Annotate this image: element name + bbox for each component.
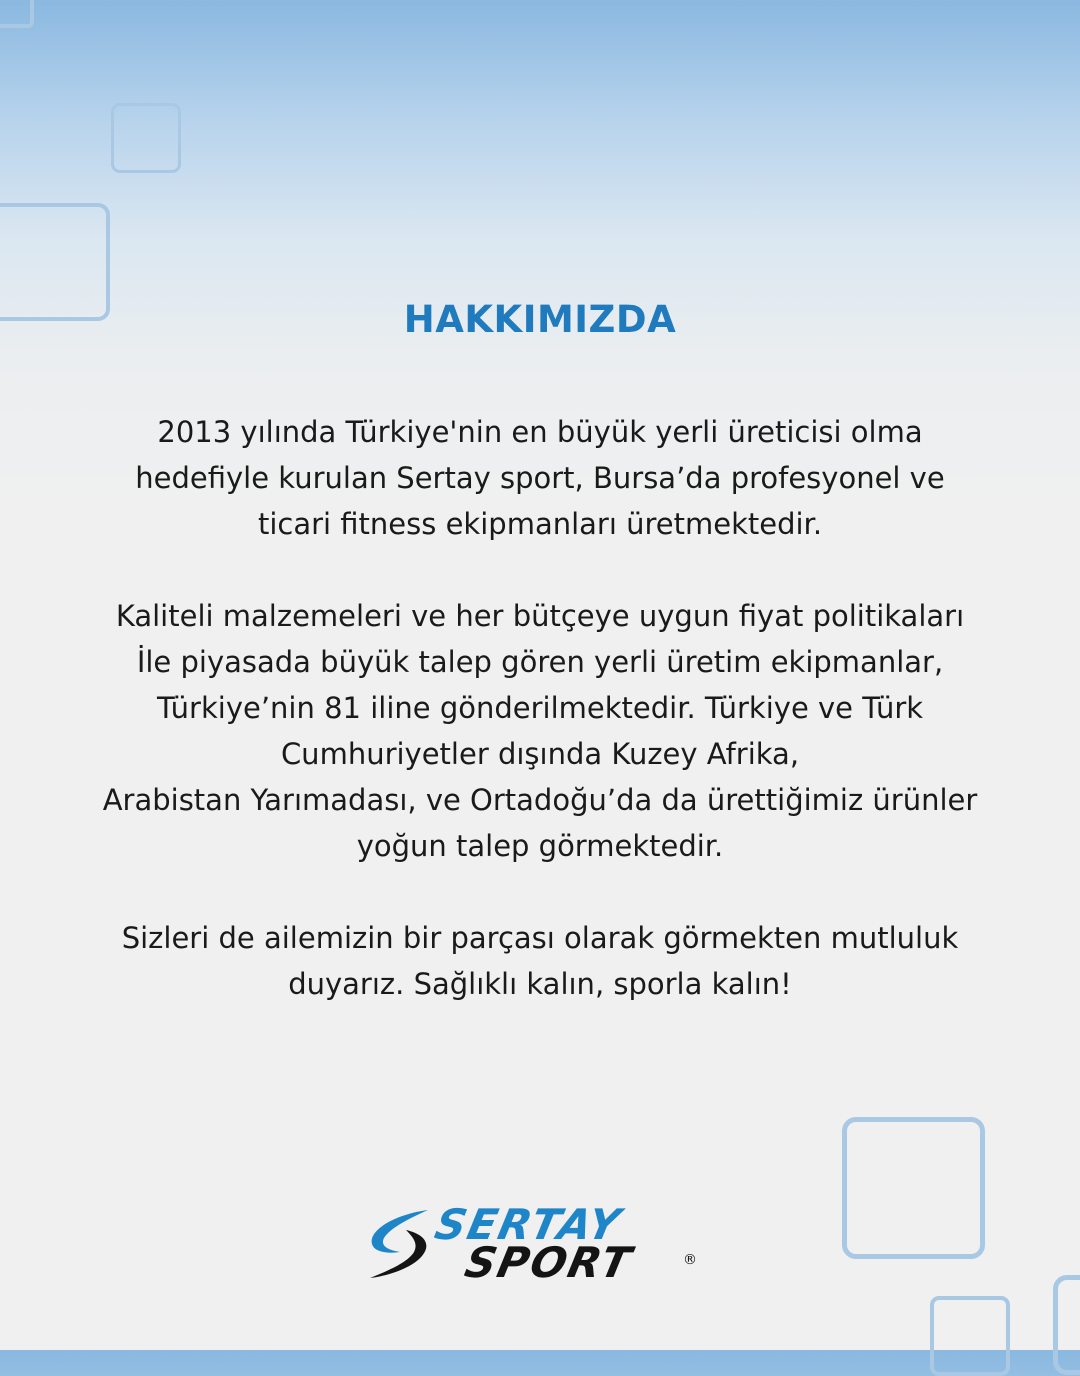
paragraph-line: Cumhuriyetler dışında Kuzey Afrika, [280,737,800,771]
decorative-square [1053,1275,1080,1375]
decorative-square [0,0,34,28]
about-paragraph [20,409,1060,547]
paragraph-line: ticari fitness ekipmanları üretmektedir. [257,507,823,541]
sertay-sport-logo [366,1200,716,1287]
paragraph-line: yoğun talep görmektedir. [356,829,724,863]
logo-word-sport: SPORT [460,1238,638,1287]
swoosh-icon [366,1200,438,1284]
paragraph-line: 2013 yılında Türkiye'nin en büyük yerli üreticisi olma [157,415,923,449]
paragraph-line: Sizleri de ailemizin bir parçası olarak görmekten mutluluk [121,921,959,955]
paragraph-line: duyarız. Sağlıklı kalın, sporla kalın! [288,967,792,1001]
decorative-square [842,1117,985,1259]
paragraph-line: İle piyasada büyük talep gören yerli üretim ekipmanlar, [136,645,944,679]
about-paragraph [20,593,1060,869]
about-paragraph [20,915,1060,1007]
paragraph-line: Kaliteli malzemeleri ve her bütçeye uygun fiyat politikaları [115,599,965,633]
decorative-square [930,1296,1010,1376]
decorative-square [111,103,181,173]
logo-word-sertay: SERTAY [430,1200,627,1249]
registered-mark: ® [683,1252,697,1268]
paragraph-line: hedefiyle kurulan Sertay sport, Bursa’da profesyonel ve [135,461,945,495]
paragraph-line: Türkiye’nin 81 iline gönderilmektedir. Türkiye ve Türk [156,691,924,725]
page-title: HAKKIMIZDA [403,298,677,341]
paragraph-line: Arabistan Yarımadası, ve Ortadoğu’da da ürettiğimiz ürünler [102,783,978,817]
